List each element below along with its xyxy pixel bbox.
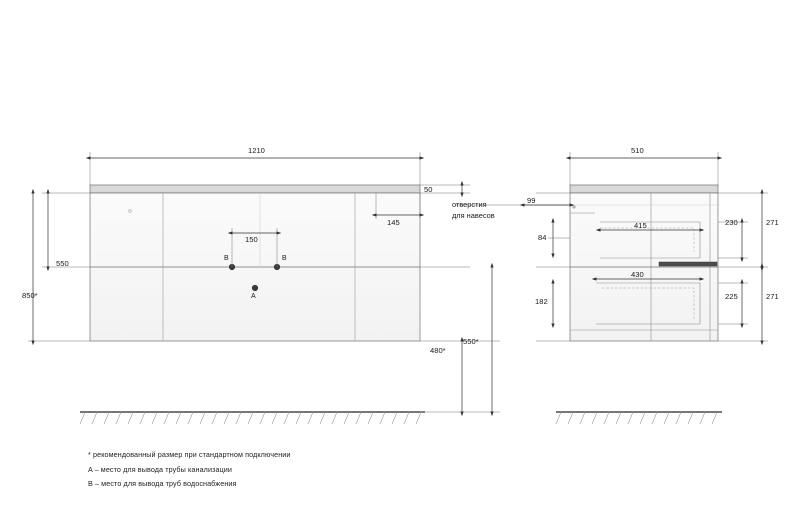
dim-side-hanger-offset: 99 — [527, 196, 536, 205]
hanger-note-line1: отверстия — [452, 200, 487, 209]
dim-side-depth: 510 — [631, 146, 644, 155]
side-view — [455, 152, 768, 424]
dim-side-lower-block: 271 — [766, 292, 779, 301]
marker-b-left: B — [224, 255, 229, 262]
dim-side-upper-block: 271 — [766, 218, 779, 227]
dim-front-floor-clearance: 480* — [430, 346, 446, 355]
dim-front-top-thickness: 50 — [424, 185, 433, 194]
dim-front-body-height: 550 — [56, 259, 69, 268]
dim-side-shelf-offset: 84 — [538, 233, 547, 242]
dim-front-width: 1210 — [248, 146, 265, 155]
marker-a-center: A — [251, 293, 256, 300]
dim-front-lower: 550* — [463, 337, 479, 346]
dim-side-lower-offset: 182 — [535, 297, 548, 306]
dim-side-upper-drawer-height: 230 — [725, 218, 738, 227]
marker-b-right: B — [282, 255, 287, 262]
legend-line-2: A – место для вывода трубы канализации — [88, 464, 233, 474]
hanger-note-line2: для навесов — [452, 211, 495, 220]
dim-front-handle-span: 150 — [245, 235, 258, 244]
dim-front-offset-right: 145 — [387, 218, 400, 227]
dim-side-lower-inner: 430 — [631, 270, 644, 279]
legend-line-3: B – место для вывода труб водоснабжения — [88, 479, 237, 488]
dim-front-total-height: 850* — [22, 291, 38, 300]
dim-side-upper-inner: 415 — [634, 221, 647, 230]
dim-side-lower-drawer-height: 225 — [725, 292, 738, 301]
legend-line-1: * рекомендованный размер при стандартном подключении — [88, 450, 291, 459]
legend-block — [88, 448, 488, 492]
